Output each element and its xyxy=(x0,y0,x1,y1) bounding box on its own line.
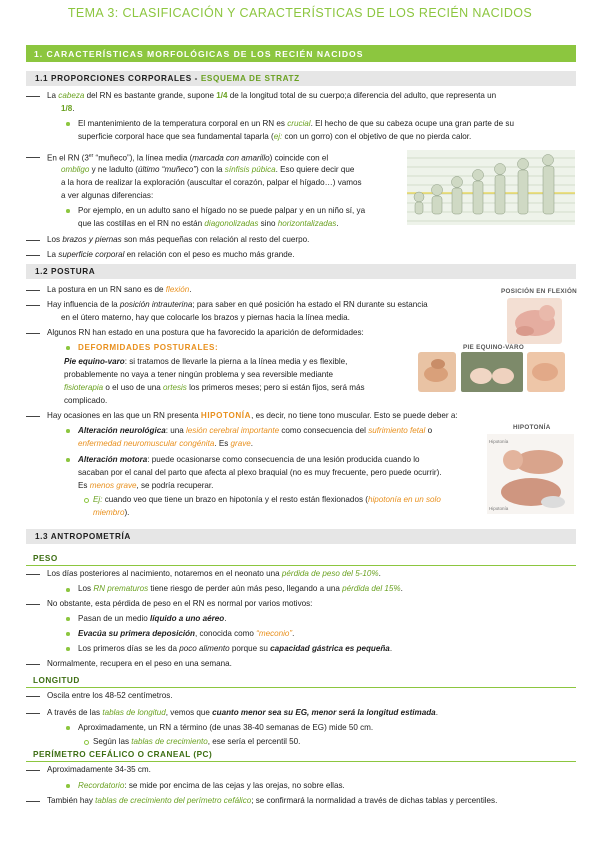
text-line: Ej: cuando veo que tiene un brazo en hipotonía y el resto están flexionados (hipotonía en un solo xyxy=(93,495,441,504)
text-line: Los brazos y piernas son más pequeñas con relación al resto del cuerpo. xyxy=(47,235,310,244)
sub-bullet-circle xyxy=(84,740,89,745)
text-line: Hay ocasiones en las que un RN presenta HIPOTONÍA, es decir, no tiene tono muscular. Esto se puede deber a: xyxy=(47,411,458,420)
bullet-dot xyxy=(66,726,70,730)
list-dash xyxy=(26,157,40,158)
caption-hipotonia: HIPOTONÍA xyxy=(513,424,551,431)
peso-heading: PESO xyxy=(33,554,58,563)
list-dash xyxy=(26,696,40,697)
bullet-dot xyxy=(66,784,70,788)
foot-drawing xyxy=(418,352,456,392)
section-heading: 1. CARACTERÍSTICAS MORFOLÓGICAS DE LOS RECIÉN NACIDOS xyxy=(26,45,576,62)
divider xyxy=(26,565,576,566)
bullet-dot xyxy=(66,632,70,636)
text-line: miembro). xyxy=(93,508,130,517)
subsection-heading: 1.3 ANTROPOMETRÍA xyxy=(26,529,576,544)
list-dash xyxy=(26,416,40,417)
subsection-label: 1.1 PROPORCIONES CORPORALES - xyxy=(35,74,201,83)
stratz-scheme-image xyxy=(407,150,575,225)
text-line: La cabeza del RN es bastante grande, supone 1/4 de la longitud total de su cuerpo;a diferencia del adulto, que representa un xyxy=(47,91,497,100)
text-line: El mantenimiento de la temperatura corporal en un RN es crucial. El hecho de que su cabeza ocupe una gran parte de su xyxy=(78,119,514,128)
text-line: En el RN (3er “muñeco”), la línea media (marcada con amarillo) coincide con el xyxy=(47,153,329,163)
text-line: ombligo y ne ladulto (último “muñeco”) con la sínfisis púbica. Eso quiere decir que xyxy=(61,165,355,174)
list-dash xyxy=(26,664,40,665)
bullet-dot xyxy=(66,588,70,592)
text-line: Según las tablas de crecimiento, ese sería el percentil 50. xyxy=(93,737,301,746)
divider xyxy=(26,761,576,762)
list-dash xyxy=(26,801,40,802)
text-line: sacaban por el canal del parto que afecta al plexo braquial (no es muy frecuente, pero puede ocurrir). xyxy=(78,468,442,477)
text-line: Alteración neurológica: una lesión cerebral importante como consecuencia del sufrimiento fetal o xyxy=(78,426,433,435)
list-dash xyxy=(26,96,40,97)
list-dash xyxy=(26,574,40,575)
text-line: No obstante, esta pérdida de peso en el RN es normal por varios motivos: xyxy=(47,599,313,608)
text-line: probablemente no vaya a tener ningún problema y sea reversible mediante xyxy=(64,370,334,379)
text-line: Los primeros días se les da poco alimento porque su capacidad gástrica es pequeña. xyxy=(78,644,393,653)
text-line: DEFORMIDADES POSTURALES: xyxy=(78,343,219,352)
longitud-heading: LONGITUD xyxy=(33,676,80,685)
text-line: La postura en un RN sano es de flexión. xyxy=(47,285,192,294)
caption-flexion: POSICIÓN EN FLEXIÓN xyxy=(501,288,578,295)
text-line: Es menos grave, se podría recuperar. xyxy=(78,481,214,490)
figure-label: Hipotonía xyxy=(489,506,509,511)
text-line: que las costillas en el RN no están diagonolizadas sino horizontalizadas. xyxy=(78,219,339,228)
text-line: Los RN prematuros tiene riesgo de perder aún más peso, llegando a una pérdida del 15%. xyxy=(78,584,403,593)
text-line: Recordatorio: se mide por encima de las cejas y las orejas, no sobre ellas. xyxy=(78,781,345,790)
text-line: Aproximadamente 34-35 cm. xyxy=(47,765,151,774)
subsection-heading: 1.2 POSTURA xyxy=(26,264,576,279)
list-dash xyxy=(26,240,40,241)
bullet-dot xyxy=(66,429,70,433)
list-dash xyxy=(26,713,40,714)
text-line: Oscila entre los 48-52 centímetros. xyxy=(47,691,173,700)
divider xyxy=(26,687,576,688)
bullet-dot xyxy=(66,647,70,651)
list-dash xyxy=(26,305,40,306)
caption-equino-varo: PIE EQUINO-VARO xyxy=(463,344,525,351)
list-dash xyxy=(26,255,40,256)
bullet-dot xyxy=(66,458,70,462)
bullet-dot xyxy=(66,122,70,126)
bullet-dot xyxy=(66,209,70,213)
text-line: La superficie corporal en relación con el peso es mucho más grande. xyxy=(47,250,295,259)
bullet-dot xyxy=(66,346,70,350)
text-line: A través de las tablas de longitud, vemos que cuanto menor sea su EG, menor será la longitud estimada. xyxy=(47,708,438,717)
text-line: a la hora de realizar la exploración (auscultar el corazón, palpar el hígado…) vamos xyxy=(61,178,362,187)
text-line: Evacúa su primera deposición, conocida como “meconio”. xyxy=(78,629,295,638)
bullet-dot xyxy=(66,617,70,621)
foot-drawing xyxy=(527,352,565,392)
page-title: TEMA 3: CLASIFICACIÓN Y CARACTERÍSTICAS DE LOS RECIÉN NACIDOS xyxy=(67,6,533,20)
figure-label: Hipotonía xyxy=(489,439,509,444)
subsection-heading xyxy=(26,71,576,86)
list-dash xyxy=(26,290,40,291)
stratz-scheme-drawing xyxy=(407,150,575,225)
text-line: superficie corporal hace que sea fundamental taparla (ej: con un gorro) con el objetivo de que no pierda calor. xyxy=(78,132,472,141)
text-line: Por ejemplo, en un adulto sano el hígado no se puede palpar y en un niño sí, ya xyxy=(78,206,366,215)
text-line: 1/8. xyxy=(61,104,75,113)
hipotonia-drawing xyxy=(487,434,574,514)
hipotonia-photo xyxy=(487,434,574,514)
text-line: Hay influencia de la posición intrauterina; para saber en qué posición ha estado el RN durante su estancia xyxy=(47,300,428,309)
list-dash xyxy=(26,770,40,771)
text-line: Algunos RN han estado en una postura que ha favorecido la aparición de deformidades: xyxy=(47,328,364,337)
sub-bullet-circle xyxy=(84,498,89,503)
list-dash xyxy=(26,604,40,605)
equino-photo-2 xyxy=(461,352,523,392)
feet-drawing xyxy=(461,352,523,392)
text-line: complicado. xyxy=(64,396,108,405)
equino-photo-3 xyxy=(527,352,565,392)
equino-photo-1 xyxy=(418,352,456,392)
text-line: También hay tablas de crecimiento del perímetro cefálico; se confirmará la normalidad a través de dichas tablas y percentiles. xyxy=(47,796,498,805)
flexion-drawing xyxy=(507,298,562,344)
text-line: enfermedad neuromuscular congénita. Es grave. xyxy=(78,439,254,448)
text-line: fisioterapia o el uso de una ortesis los primeros meses; pero si están fijos, será más xyxy=(64,383,365,392)
text-line: Pasan de un medio líquido a uno aéreo. xyxy=(78,614,227,623)
pc-heading: PERÍMETRO CEFÁLICO O CRANEAL (PC) xyxy=(33,750,213,759)
text-line: a ver algunas diferencias: xyxy=(61,191,154,200)
text-line: en el útero materno, hay que colocarle los brazos y piernas hacia la línea media. xyxy=(61,313,350,322)
text-line: Alteración motora: puede ocasionarse como consecuencia de una lesión producida cuando lo xyxy=(78,455,420,464)
flexion-photo xyxy=(507,298,562,344)
text-line: Pie equino-varo: si tratamos de llevarle la pierna a la línea media y es flexible, xyxy=(64,357,348,366)
text-line: Normalmente, recupera en el peso en una semana. xyxy=(47,659,232,668)
text-line: Aproximadamente, un RN a término (de unas 38-40 semanas de EG) mide 50 cm. xyxy=(78,723,374,732)
text-line: Los días posteriores al nacimiento, notaremos en el neonato una pérdida de peso del 5-10%. xyxy=(47,569,381,578)
list-dash xyxy=(26,333,40,334)
subsection-highlight: ESQUEMA DE STRATZ xyxy=(200,74,300,83)
